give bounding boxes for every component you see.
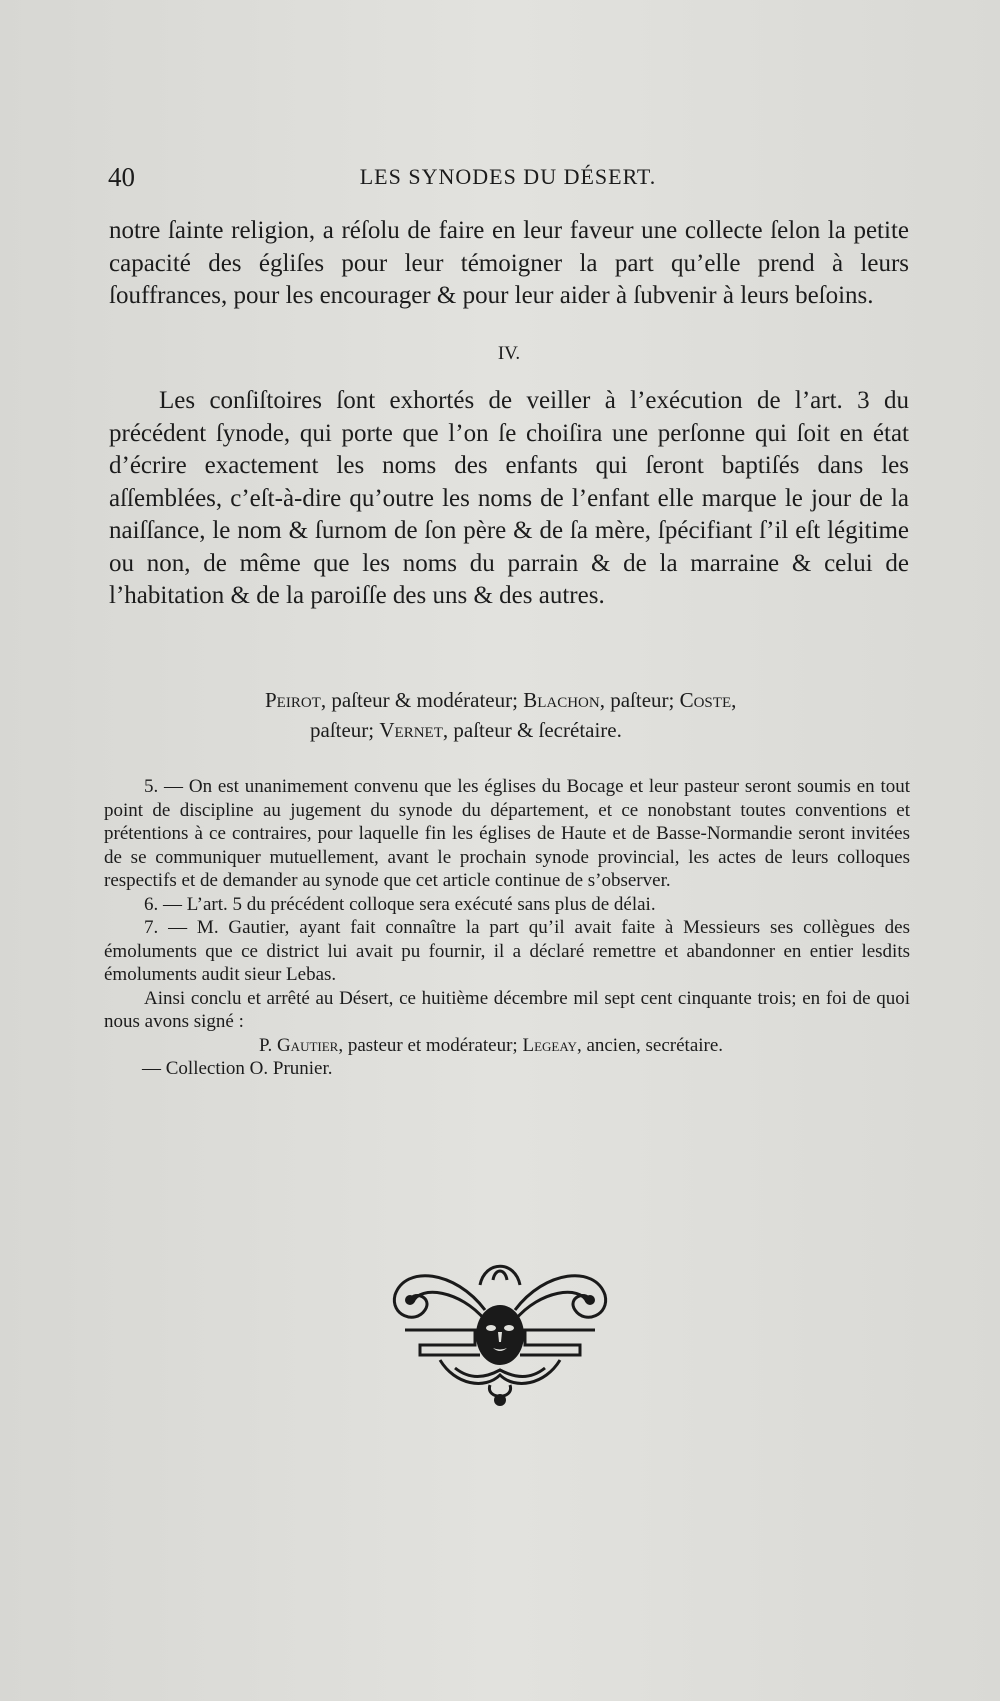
- body-paragraph-2: Les conſiſtoires ſont exhortés de veiller à l’exécution de l’art. 3 du précédent ſynode, qui porte que l’on ſe choiſira une perſonne qui ſoit en état d’écrire exactement les noms des enfants qui ſeront baptiſés dans les aſſemblées, c’eſt-à-dire qu’outre les noms de l’enfant elle marque le jour de la naiſſance, le nom & ſurnom de ſon père & de ſa mère, ſpécifiant ſ’il eſt légitime ou non, de même que les noms du parrain & de la marraine & celui de l’habitation & de la paroiſſe des uns & des autres.: [109, 387, 909, 609]
- page-number: 40: [108, 162, 135, 192]
- signature-block: Peirot, paſteur & modérateur; Blachon, paſteur; Coste, paſteur; Vernet, paſteur & ſecrétaire.: [265, 688, 737, 742]
- signatory-name: Peirot: [265, 688, 321, 712]
- article-number: IV.: [497, 343, 521, 364]
- conclusion: Ainsi conclu et arrêté au Désert, ce huitième décembre mil sept cent cinquante trois; en foi de quoi nous avons signé :: [104, 987, 910, 1032]
- running-title: LES SYNODES DU DÉSERT.: [359, 164, 657, 189]
- signatory-name: Blachon: [523, 688, 600, 712]
- note-7: 7. — M. Gautier, ayant fait connaître la part qu’il avait faite à Messieurs ses collègues des émoluments que ce district lui avait pu fournir, il a déclaré remettre et abandonner en entier lesdits émoluments audit sieur Lebas.: [104, 917, 910, 985]
- notes-signature: P. Gautier, pasteur et modérateur; Legeay, ancien, secrétaire.: [259, 1034, 724, 1056]
- mask-scroll-ornament-icon: [385, 1250, 615, 1410]
- collection-source: — Collection O. Prunier.: [142, 1058, 333, 1079]
- note-5: 5. — On est unanimement convenu que les églises du Bocage et leur pasteur seront soumis en tout point de discipline au jugement du synode du département, et ce nonobstant toutes conventions et prétentions à ce contraires, pour laquelle fin les églises de Haute et de Basse-Normandie seront invitées de se communiquer mutuellement, avant le prochain synode provincial, les actes de leurs colloques respectifs et de demander au synode que cet article continue de s’observer.: [104, 776, 910, 891]
- note-6: 6. — L’art. 5 du précédent colloque sera exécuté sans plus de délai.: [144, 893, 656, 915]
- signatory-name: Coste: [679, 688, 732, 712]
- signatory-name: Vernet: [379, 718, 443, 742]
- running-head: [108, 162, 908, 202]
- editorial-notes: [104, 775, 910, 1081]
- body-paragraph-1: notre ſainte religion, a réſolu de faire en leur faveur une collecte ſelon la petite capacité des égliſes pour leur témoigner la part qu’elle prend à leurs ſouffrances, pour les encourager & pour leur aider à ſubvenir à leurs beſoins.: [109, 217, 909, 309]
